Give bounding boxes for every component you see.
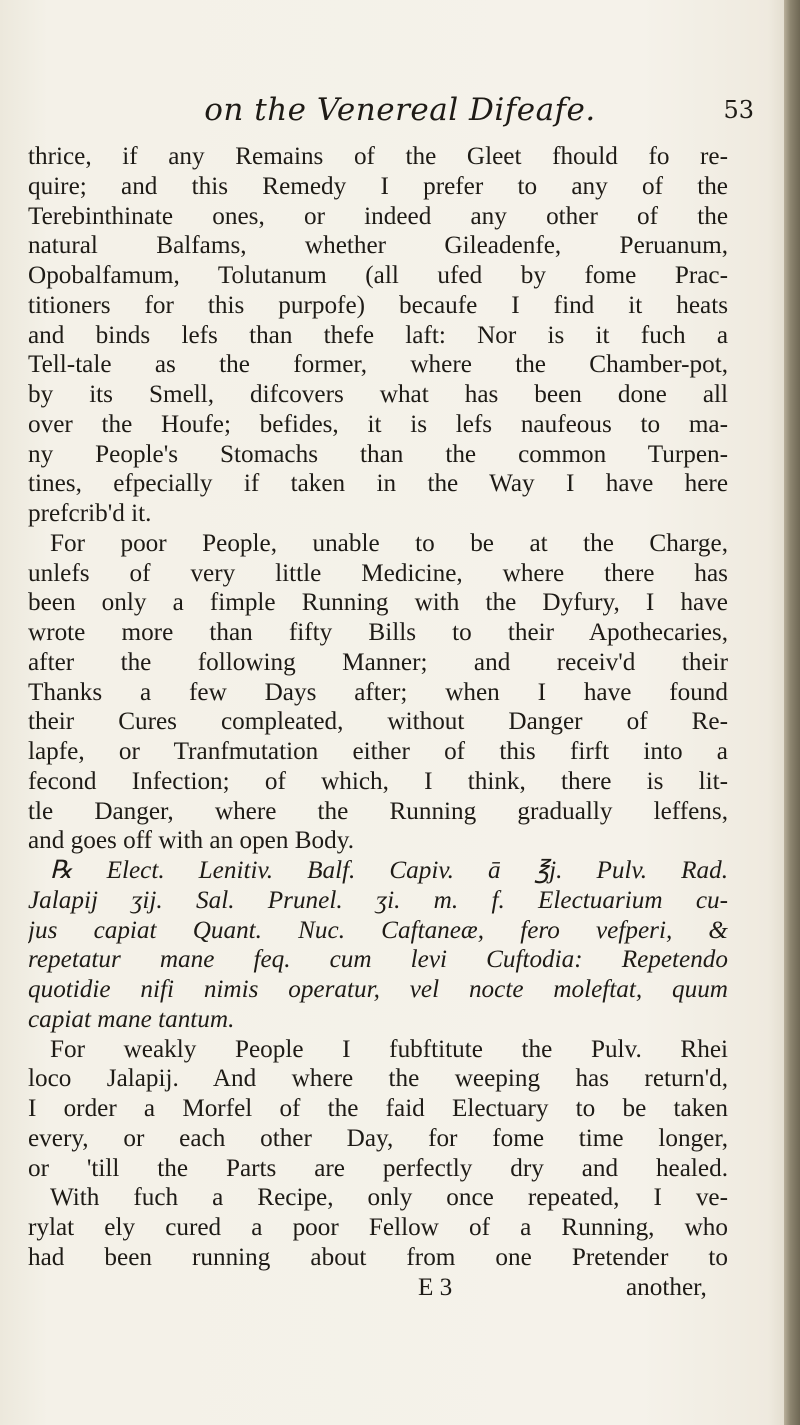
recipe-line: repetatur mane feq. cum levi Cuftodia: Repetendo (28, 946, 728, 974)
text-line: tines, efpecially if taken in the Way I have here (28, 470, 728, 498)
text-line: Terebinthinate ones, or indeed any other of the (28, 202, 728, 230)
text-line: prefcrib'd it. (28, 500, 152, 527)
text-line: I order a Morfel of the faid Electuary to be taken (28, 1095, 728, 1122)
catchword: another, (626, 1273, 707, 1301)
running-title: on the Venereal Difeafe. (204, 92, 596, 128)
recipe-line: ℞ Elect. Lenitiv. Balf. Capiv. ā ℥j. Pulv. Rad. (50, 857, 728, 884)
text-line: unlefs of very little Medicine, where there has (28, 559, 728, 587)
text-line: fecond Infection; of which, I think, there is lit- (28, 767, 728, 795)
text-line: tle Danger, where the Running gradually leffens, (28, 797, 728, 825)
text-line: over the Houfe; befides, it is lefs naufeous to ma- (28, 410, 728, 438)
text-line: wrote more than fifty Bills to their Apothecaries, (28, 619, 728, 646)
text-line: quire; and this Remedy I prefer to any of the (28, 172, 728, 200)
text-line: their Cures compleated, without Danger of Re- (28, 708, 728, 736)
recipe-line: capiat mane tantum. (28, 1005, 235, 1033)
body-text (28, 142, 728, 1302)
text-line: thrice, if any Remains of the Gleet fhould fo re- (28, 143, 728, 170)
text-line: titioners for this purpofe) becaufe I find it heats (28, 291, 728, 319)
recipe-line: jus capiat Quant. Nuc. Caftaneæ, fero vefperi, & (28, 916, 728, 944)
text-line: lapfe, or Tranfmutation either of this firft into a (28, 738, 728, 765)
text-line: loco Jalapij. And where the weeping has return'd, (28, 1065, 728, 1093)
text-line: For weakly People I fubftitute the Pulv. Rhei (50, 1035, 728, 1063)
text-line: and goes off with an open Body. (28, 827, 354, 855)
recipe-line: quotidie nifi nimis operatur, vel nocte moleftat, quum (28, 976, 728, 1003)
text-line: natural Balfams, whether Gileadenfe, Peruanum, (28, 232, 728, 260)
page-number: 53 (723, 96, 754, 124)
text-line: every, or each other Day, for fome time longer, (28, 1124, 728, 1152)
text-line: ny People's Stomachs than the common Turpen- (28, 440, 728, 468)
signature-mark: E 3 (418, 1273, 453, 1301)
running-head (0, 92, 800, 132)
page-footer (28, 1273, 728, 1303)
text-line: or 'till the Parts are perfectly dry and healed. (28, 1154, 728, 1182)
text-line: Tell-tale as the former, where the Chamber-pot, (28, 351, 728, 379)
text-line: by its Smell, difcovers what has been done all (28, 381, 728, 408)
text-line: been only a fimple Running with the Dyfury, I have (28, 589, 728, 617)
text-line: after the following Manner; and receiv'd their (28, 648, 728, 676)
text-line: rylat ely cured a poor Fellow of a Running, who (28, 1214, 728, 1241)
text-line: With fuch a Recipe, only once repeated, I ve- (50, 1184, 728, 1212)
text-line: had been running about from one Pretender to (28, 1243, 728, 1271)
text-line: For poor People, unable to be at the Charge, (50, 529, 728, 557)
recipe-line: Jalapij ʒij. Sal. Prunel. ʒi. m. f. Electuarium cu- (28, 886, 728, 914)
text-line: Thanks a few Days after; when I have found (28, 678, 728, 706)
text-line: Opobalfamum, Tolutanum (all ufed by fome Prac- (28, 262, 728, 289)
text-line: and binds lefs than thefe laft: Nor is it fuch a (28, 321, 728, 349)
page-edge (784, 0, 800, 1425)
